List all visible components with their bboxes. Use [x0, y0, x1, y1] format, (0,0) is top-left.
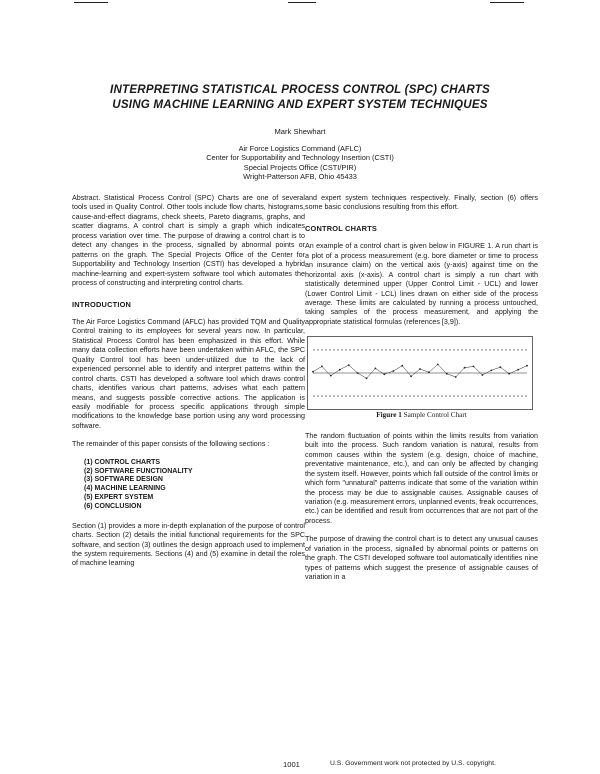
- affiliation-line: Special Projects Office (CSTI/PIR): [243, 162, 357, 172]
- data-point: [446, 373, 448, 375]
- title-line-2: USING MACHINE LEARNING AND EXPERT SYSTEM TECHNIQUES: [112, 98, 488, 111]
- introduction-heading: INTRODUCTION: [72, 299, 132, 309]
- section-list-item: (4) MACHINE LEARNING: [84, 485, 166, 493]
- series-line-measurements: [313, 365, 527, 379]
- control-charts-paragraph-3: The purpose of drawing the control chart is to detect any unusual causes of variation in the process, signalled by abnormal points or patterns on the graph. The CSTI developed software tool automatically identifies nine types of patterns which suggest the presence of assignable causes of variation in a: [305, 535, 538, 582]
- abstract-paragraph: Abstract. Statistical Process Control (SPC) Charts are one of several tools used in Quality Control. Other tools include flow charts, histograms, cause-and-effect diagrams, check sheets, Pareto diagrams, graphs, and scatter diagrams. A control chart is simply a graph which indicates process variation over time. The purpose of drawing a control chart is to detect any changes in the process, signalled by abnormal points or patterns on the graph. The Special Projects Office of the Center for Supportability and Technology Insertion (CSTI) has developed a hybrid machine-learning and expert-system software tool which automates the process of constructing and interpreting control charts.: [72, 194, 305, 288]
- figure-caption-text: Sample Control Chart: [403, 411, 467, 420]
- data-point: [428, 372, 430, 374]
- data-point: [401, 365, 403, 367]
- author-affiliation: [0, 144, 600, 182]
- section-list-item: (5) EXPERT SYSTEM: [84, 494, 154, 502]
- top-rule-right: [490, 2, 524, 3]
- data-point: [357, 372, 359, 374]
- continuation-paragraph: and expert system techniques respectively. Finally, section (6) offers some basic conclusions resulting from this effort.: [305, 194, 538, 212]
- page-number: 1001: [283, 760, 300, 769]
- section-list-item: (2) SOFTWARE FUNCTIONALITY: [84, 467, 193, 475]
- data-point: [321, 366, 323, 368]
- affiliation-line: Center for Supportability and Technology Insertion (CSTI): [206, 153, 394, 163]
- data-point: [464, 367, 466, 369]
- control-charts-paragraph-2: The random fluctuation of points within the limits results from variation built into the process. Such random variation is natural, results from common causes within the system (e.g. design, choice of machine, preventative maintenance, etc.), and can only be affected by changing the system itself. However, points which fall outside of the control limits or which form "unnatural" patterns indicate that some of the variation within the process may be due to assignable causes. Assignable causes of variation (e.g. measurement errors, unplanned events, freak occurrences, etc.) can be identified and result from occurrences that are not part of the process.: [305, 431, 538, 525]
- data-point: [312, 371, 314, 373]
- data-point: [526, 365, 528, 367]
- data-point: [508, 373, 510, 375]
- data-point: [383, 374, 385, 376]
- figure-1: [307, 336, 533, 410]
- data-point: [410, 376, 412, 378]
- paper-title: [40, 82, 560, 112]
- section-list-item: (3) SOFTWARE DESIGN: [84, 476, 163, 484]
- data-point: [482, 374, 484, 376]
- left-column: [72, 194, 305, 578]
- top-rule-left: [74, 2, 108, 3]
- affiliation-line: Air Force Logistics Command (AFLC): [238, 144, 362, 153]
- copyright-notice: U.S. Government work not protected by U.S. copyright.: [330, 760, 496, 767]
- data-point: [339, 369, 341, 371]
- intro-paragraph-3: Section (1) provides a more in-depth explanation of the purpose of control charts. Section (2) details the initial functional requirements for the SPC software, and section (3) outlines the design approach used to implement the system requirements. Sections (4) and (5) examine in detail the roles of machine learning: [72, 521, 306, 568]
- control-chart: [307, 336, 533, 410]
- control-charts-heading: CONTROL CHARTS: [305, 223, 378, 233]
- data-point: [455, 376, 457, 378]
- section-list-item: (6) CONCLUSION: [84, 502, 142, 510]
- data-point: [348, 365, 350, 367]
- control-charts-paragraph-1: An example of a control chart is given below in FIGURE 1. A run chart is a plot of a process measurement (e.g. bore diameter or time to process an insurance claim) on the vertical axis (y-axis) against time on the horizontal axis (x-axis). A control chart is simply a run chart with statistically determined upper (Upper Control Limit - UCL) and lower (Lower Control Limit - LCL) lines drawn on either side of the process average. These limits are calculated by running a process untouched, taking samples of the process measurement, and applying the appropriate statistical formulas (references [3,9]).: [305, 242, 538, 326]
- right-column: [305, 194, 538, 592]
- intro-paragraph-2: The remainder of this paper consists of the following sections :: [72, 440, 270, 449]
- top-rule-middle: [288, 2, 316, 3]
- data-point: [517, 369, 519, 371]
- data-point: [490, 370, 492, 372]
- affiliation-line: Wright-Patterson AFB, Ohio 45433: [243, 172, 357, 182]
- author-name: Mark Shewhart: [274, 127, 326, 136]
- data-point: [375, 368, 377, 370]
- intro-paragraph-1: The Air Force Logistics Command (AFLC) has provided TQM and Quality Control training to its employees for several years now. In particular, Statistical Process Control has been emphasized in this effort. While many data collection efforts have been undertaken within AFLC, the SPC Quality Control tool has been under-utilized due to the lack of experienced personnel able to identify and interpret patterns within the control charts. CSTI has developed a software tool which draws control charts, identifies various chart patterns, advises what each pattern means, and suggests possible corrective actions. The application is easily modifiable for process specific applications through simple modifications to the knowledge base portion using any word processing software.: [72, 317, 305, 430]
- data-point: [473, 366, 475, 368]
- data-point: [419, 368, 421, 370]
- data-point: [366, 378, 368, 380]
- data-point: [499, 367, 501, 369]
- data-point: [437, 364, 439, 366]
- title-line-1: INTERPRETING STATISTICAL PROCESS CONTROL (SPC) CHARTS: [110, 83, 490, 96]
- figure-label: Figure 1: [376, 411, 402, 420]
- section-list-item: (1) CONTROL CHARTS: [84, 458, 161, 466]
- data-point: [330, 375, 332, 377]
- figure-caption: [305, 411, 538, 420]
- section-list: [72, 459, 305, 512]
- data-point: [392, 370, 394, 372]
